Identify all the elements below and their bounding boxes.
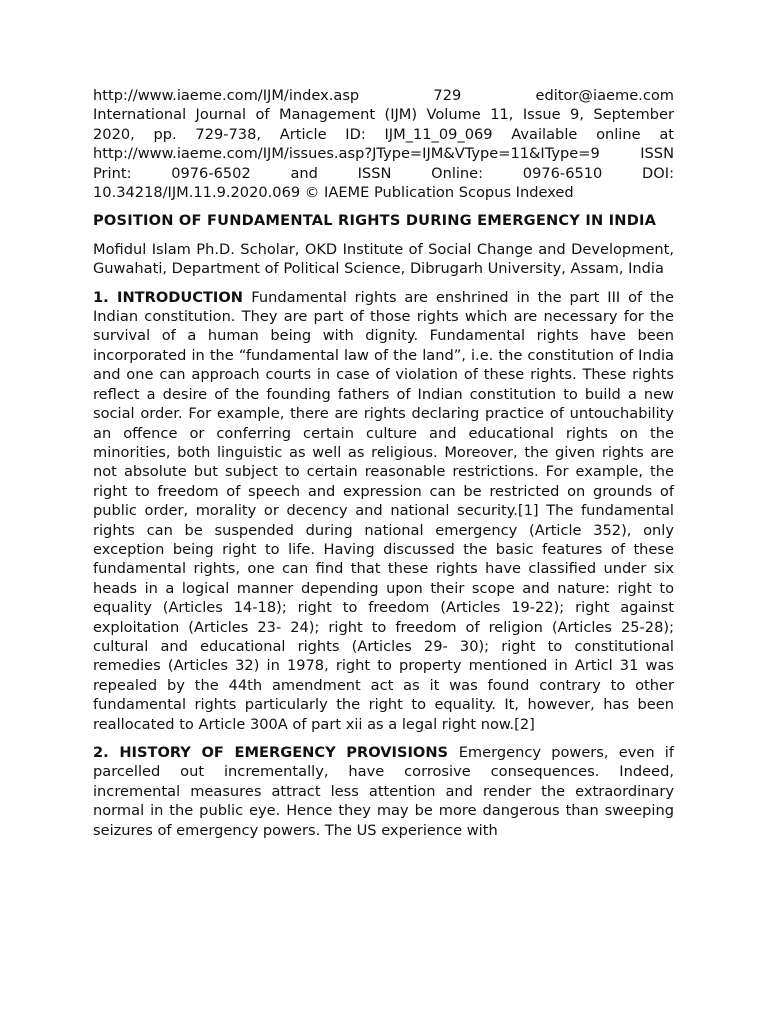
article-title: POSITION OF FUNDAMENTAL RIGHTS DURING EMERGENCY IN INDIA bbox=[93, 212, 657, 230]
section-heading-introduction: 1. INTRODUCTION bbox=[93, 288, 252, 306]
section-body-introduction: Fundamental rights are enshrined in the part III of the Indian constitution. They are part of those rights which are necessary for the survival of a human being with dignity. Fundamental rights have been incorporated in the “fundamental law of the land”, i.e. the constitution of India and one can approach courts in case of violation of these rights. These rights reflect a desire of the founding fathers of Indian constitution to build a new social order. For example, there are rights declaring practice of untouchability an offence or conferring certain culture and educational rights on the minorities, both linguistic as well as religious. Moreover, the given rights are not absolute but subject to certain reasonable restrictions. For example, the right to freedom of speech and expression can be restricted on grounds of public order, morality or decency and national security.[1] The fundamental rights can be suspended during national emergency (Article 352), only exception being right to life. Having discussed the basic features of these fundamental rights, one can find that these rights have classified under six heads in a logical manner depending upon their scope and nature: right to equality (Articles 14-18); right to freedom (Articles 19-22); right against exploitation (Articles 23- 24); right to freedom of religion (Articles 25-28); cultural and educational rights (Articles 29- 30); right to constitutional remedies (Articles 32) in 1978, right to property mentioned in Articl 31 was repealed by the 44th amendment act as it was found contrary to other fundamental rights particularly the right to equality. It, however, has been reallocated to Article 300A of part xii as a legal right now.[2] bbox=[93, 288, 675, 733]
header-email[interactable]: editor@iaeme.com bbox=[535, 87, 674, 104]
header-url[interactable]: http://www.iaeme.com/IJM/index.asp bbox=[93, 87, 360, 104]
header-page-number: 729 bbox=[433, 87, 462, 104]
section-heading-history: 2. HISTORY OF EMERGENCY PROVISIONS bbox=[93, 744, 459, 761]
journal-header bbox=[93, 86, 674, 202]
header-top-line bbox=[93, 86, 674, 105]
section-history bbox=[93, 743, 674, 840]
document-page bbox=[93, 86, 674, 849]
author-affiliation: Mofidul Islam Ph.D. Scholar, OKD Institute of Social Change and Development, Guwahati, Department of Political Science, Dibrugarh University, Assam, India bbox=[93, 240, 674, 278]
section-body-history: Emergency powers, even if parcelled out incrementally, have corrosive consequences. Indeed, incremental measures attract less attention and render the extraordinary normal in the public eye. Hence they may be more dangerous than sweeping seizures of emergency powers. The US experience with bbox=[93, 744, 674, 839]
header-citation: International Journal of Management (IJM) Volume 11, Issue 9, September 2020, pp. 729-738, Article ID: IJM_11_09_069 Available online at http://www.iaeme.com/IJM/issues.asp?JType=IJM&VType=11&IType=9 ISSN Print: 0976-6502 and ISSN Online: 0976-6510 DOI: 10.34218/IJM.11.9.2020.069 © IAEME Publication Scopus Indexed bbox=[93, 106, 674, 202]
section-introduction bbox=[93, 288, 674, 734]
